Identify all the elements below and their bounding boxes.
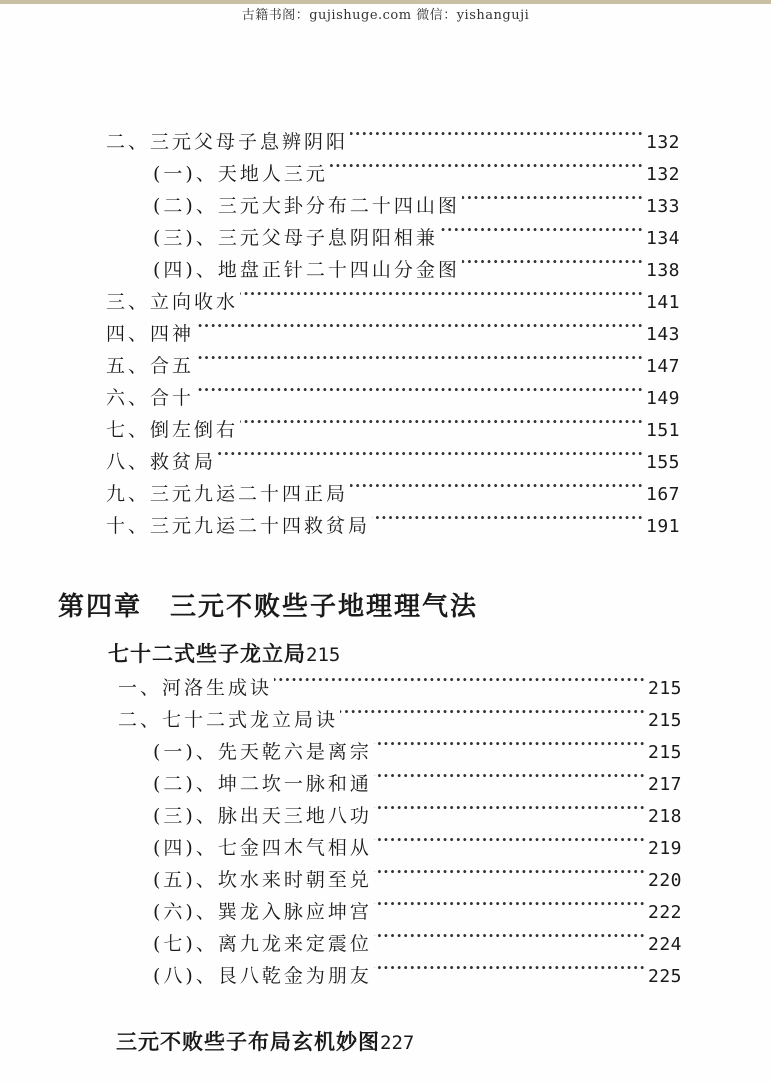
toc-entry[interactable]: [106, 124, 680, 153]
toc-leader-dots: [350, 124, 644, 148]
toc-leader-dots: [196, 380, 644, 404]
toc-entry-label: (一)、先天乾六是离宗: [153, 741, 372, 763]
watermark: 古籍书阁：gujishuge.com 微信：yishanguji: [241, 8, 530, 23]
section-title: 三元不败些子布局玄机妙图: [116, 1030, 380, 1054]
toc-entry-page: 220: [647, 870, 682, 891]
toc-entry[interactable]: [106, 284, 680, 313]
toc-leader-dots: [374, 958, 646, 982]
toc-entry-label: 三、立向收水: [106, 291, 239, 313]
toc-entry-page: 215: [647, 678, 682, 699]
toc-entry-label: (四)、地盘正针二十四山分金图: [153, 259, 460, 281]
toc-entry-page: 149: [645, 388, 680, 409]
toc-entry[interactable]: [153, 894, 682, 923]
toc-leader-dots: [372, 508, 644, 532]
toc-leader-dots: [340, 702, 646, 726]
toc-leader-dots: [462, 252, 644, 276]
toc-entry-page: 218: [647, 806, 682, 827]
chapter-number: 第四章: [58, 592, 143, 622]
toc-leader-dots: [196, 348, 644, 372]
toc-entry[interactable]: [153, 252, 680, 281]
toc-leader-dots: [374, 862, 646, 886]
toc-entry-page: 134: [645, 228, 680, 249]
toc-entry-label: (六)、巽龙入脉应坤宫: [153, 901, 372, 923]
toc-entry-label: (二)、三元大卦分布二十四山图: [153, 195, 460, 217]
toc-entry-page: 132: [645, 132, 680, 153]
toc-entry-label: (三)、脉出天三地八功: [153, 805, 372, 827]
toc-leader-dots: [218, 444, 644, 468]
toc-entry[interactable]: [153, 220, 680, 249]
toc-entry[interactable]: [153, 798, 682, 827]
toc-leader-dots: [330, 156, 644, 180]
toc-entry[interactable]: [153, 734, 682, 763]
toc-entry-label: (三)、三元父母子息阴阳相兼: [153, 227, 438, 249]
toc-entry-label: 四、四神: [106, 323, 195, 345]
toc-entry-label: (八)、艮八乾金为朋友: [153, 965, 372, 987]
toc-entry[interactable]: [118, 670, 682, 699]
toc-entry[interactable]: [106, 348, 680, 377]
chapter-heading: [58, 586, 478, 623]
toc-entry-page: 133: [645, 196, 680, 217]
toc-entry-page: 191: [645, 516, 680, 537]
toc-entry-label: 二、三元父母子息辨阴阳: [106, 131, 349, 153]
toc-entry-page: 222: [647, 902, 682, 923]
toc-entry-label: 七、倒左倒右: [106, 419, 239, 441]
toc-entry-page: 217: [647, 774, 682, 795]
toc-leader-dots: [374, 734, 646, 758]
toc-entry-page: 143: [645, 324, 680, 345]
toc-entry-page: 219: [647, 838, 682, 859]
toc-leader-dots: [240, 284, 644, 308]
toc-entry-label: 五、合五: [106, 355, 195, 377]
toc-entry-page: 147: [645, 356, 680, 377]
toc-entry[interactable]: [153, 830, 682, 859]
toc-leader-dots: [440, 220, 644, 244]
toc-entry[interactable]: [153, 958, 682, 987]
toc-leader-dots: [374, 766, 646, 790]
toc-entry-page: 155: [645, 452, 680, 473]
toc-entry-label: 八、救贫局: [106, 451, 217, 473]
toc-entry-page: 215: [647, 710, 682, 731]
toc-entry-label: (二)、坤二坎一脉和通: [153, 773, 372, 795]
section-page: 227: [380, 1032, 415, 1054]
toc-entry[interactable]: [153, 156, 680, 185]
toc-leader-dots: [350, 476, 644, 500]
toc-leader-dots: [374, 830, 646, 854]
toc-entry-page: 224: [647, 934, 682, 955]
toc-entry[interactable]: [106, 380, 680, 409]
toc-entry[interactable]: [153, 926, 682, 955]
toc-leader-dots: [374, 926, 646, 950]
toc-leader-dots: [374, 798, 646, 822]
toc-entry[interactable]: [106, 316, 680, 345]
toc-entry-label: 六、合十: [106, 387, 195, 409]
toc-entry-label: 一、河洛生成诀: [118, 677, 273, 699]
toc-entry-page: 151: [645, 420, 680, 441]
toc-entry[interactable]: [153, 862, 682, 891]
toc-entry[interactable]: [118, 702, 682, 731]
toc-entry-page: 132: [645, 164, 680, 185]
toc-leader-dots: [196, 316, 644, 340]
toc-leader-dots: [462, 188, 644, 212]
toc-entry[interactable]: [106, 412, 680, 441]
toc-leader-dots: [240, 412, 644, 436]
toc-leader-dots: [374, 894, 646, 918]
toc-entry-page: 141: [645, 292, 680, 313]
section-title: 七十二式些子龙立局: [108, 642, 306, 666]
toc-entry-label: 九、三元九运二十四正局: [106, 483, 349, 505]
toc-entry-page: 138: [645, 260, 680, 281]
toc-entry[interactable]: [106, 476, 680, 505]
toc-entry[interactable]: [106, 444, 680, 473]
toc-entry-label: 二、七十二式龙立局诀: [118, 709, 339, 731]
section-heading[interactable]: [108, 638, 340, 668]
toc-entry-label: (一)、天地人三元: [153, 163, 328, 185]
toc-entry-label: (五)、坎水来时朝至兑: [153, 869, 372, 891]
section-heading[interactable]: [116, 1026, 414, 1056]
toc-entry-label: (七)、离九龙来定震位: [153, 933, 372, 955]
chapter-title: 三元不败些子地理理气法: [170, 592, 479, 622]
toc-entry[interactable]: [153, 188, 680, 217]
toc-leader-dots: [274, 670, 646, 694]
section-page: 215: [306, 644, 341, 666]
toc-entry[interactable]: [106, 508, 680, 537]
toc-entry-page: 225: [647, 966, 682, 987]
toc-entry-page: 215: [647, 742, 682, 763]
toc-entry-page: 167: [645, 484, 680, 505]
toc-entry[interactable]: [153, 766, 682, 795]
toc-entry-label: (四)、七金四木气相从: [153, 837, 372, 859]
toc-entry-label: 十、三元九运二十四救贫局: [106, 515, 371, 537]
